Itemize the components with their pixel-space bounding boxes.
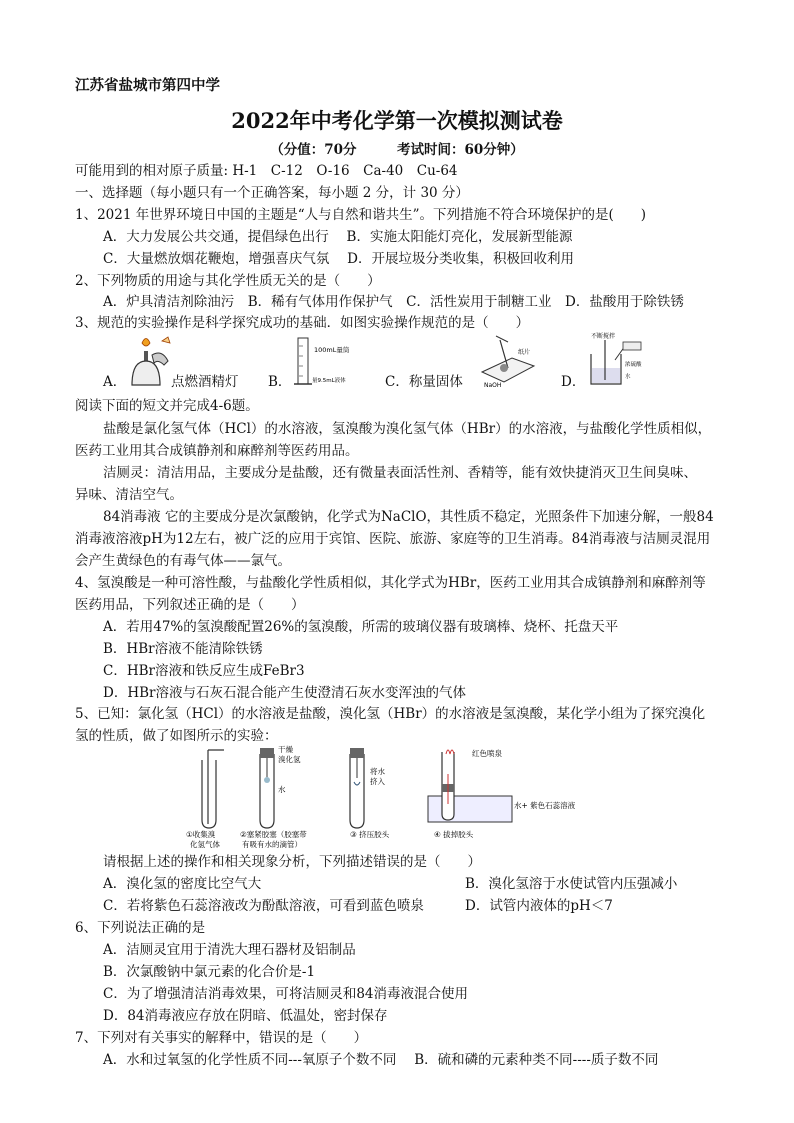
- paper-label: 纸片: [518, 349, 531, 356]
- step1-caption-line2: 化氢气体: [190, 840, 220, 849]
- q1-options-ab: A．大力发展公共交通，提倡绿色出行 B．实施太阳能灯亮化，发展新型能源: [103, 229, 573, 245]
- fountain-label: 红色喷泉: [472, 749, 502, 758]
- water-label: 水: [625, 374, 631, 380]
- exam-subtitle: （分值：70分 考试时间：60分钟）: [270, 142, 524, 158]
- reading-p2-line1: 洁厕灵：清洁用品，主要成分是盐酸，还有微量表面活性剂、香精等，能有效快捷消灭卫生间臭味、: [103, 465, 697, 481]
- stir-label: 不断搅拌: [591, 333, 616, 340]
- q5-option-c: C．若将紫色石蕊溶液改为酚酞溶液，可看到蓝色喷泉: [103, 898, 424, 914]
- reading-p3-line3: 会产生黄绿色的有毒气体——氯气。: [75, 553, 291, 569]
- q1-stem: 1、2021 年世界环境日中国的主题是“人与自然和谐共生”。下列措施不符合环境保护的是( ): [75, 207, 647, 223]
- squeeze-label-line1: 将水: [370, 767, 385, 776]
- litmus-label: 水+ 紫色石蕊溶液: [514, 801, 576, 810]
- step1-caption-line1: ①收集溴: [186, 830, 216, 839]
- cylinder-label: 100mL量筒: [314, 346, 350, 354]
- step2-caption-line1: ②塞紧胶塞（胶塞带: [240, 830, 307, 839]
- step2-tube: [260, 748, 274, 828]
- water-drop-label: 水: [278, 785, 286, 794]
- step4-caption: ④ 拔掉胶头: [434, 830, 474, 839]
- q4-option-d: D．HBr溶液与石灰石混合能产生使澄清石灰水变浑浊的气体: [103, 685, 466, 701]
- reading-p3-line2: 消毒液溶液pH为12左右，被广泛的应用于宾馆、医院、旅游、家庭等的卫生消毒。84消毒液与洁厕灵混用: [75, 531, 711, 547]
- section-heading: 一、选择题（每小题只有一个正确答案，每小题 2 分，计 30 分）: [75, 185, 469, 201]
- step3-caption: ③ 挤压胶头: [350, 830, 390, 839]
- q6-option-b: B．次氯酸钠中氯元素的化合价是-1: [103, 964, 316, 980]
- step3-tube: [350, 748, 364, 828]
- school-name: 江苏省盐城市第四中学: [75, 77, 220, 94]
- q5-question: 请根据上述的操作和相关现象分析，下列描述错误的是（ ）: [103, 854, 481, 870]
- q4-option-c: C．HBr溶液和铁反应生成FeBr3: [103, 663, 305, 679]
- alcohol-lamp-figure: [124, 333, 174, 391]
- dry-hbr-label-line1: 干燥: [278, 745, 293, 754]
- q4-stem-line2: 医药用品，下列叙述正确的是（ ）: [75, 597, 305, 613]
- q2-stem: 2、下列物质的用途与其化学性质无关的是（ ）: [75, 273, 381, 289]
- q4-stem-line1: 4、氢溴酸是一种可溶性酸，与盐酸化学性质相似，其化学式为HBr，医药工业用其合成镇静剂和麻醉剂等: [75, 575, 706, 591]
- q3-option-a-label: A．: [103, 374, 127, 390]
- reading-p3-line1: 84消毒液 它的主要成分是次氯酸钠，化学式为NaClO，其性质不稳定，光照条件下加速分解，一般84: [103, 509, 714, 525]
- q5-stem-line1: 5、已知：氯化氢（HCl）的水溶液是盐酸，溴化氢（HBr）的水溶液是氢溴酸，某化学小组为了探究溴化: [75, 706, 706, 722]
- reading-intro: 阅读下面的短文并完成4-6题。: [75, 398, 259, 414]
- q4-option-b: B．HBr溶液不能清除铁锈: [103, 641, 263, 657]
- atomic-masses: 可能用到的相对原子质量: H-1 C-12 O-16 Ca-40 Cu-64: [75, 163, 458, 179]
- q6-stem: 6、下列说法正确的是: [75, 920, 206, 936]
- reading-p1-line1: 盐酸是氯化氢气体（HCl）的水溶液，氢溴酸为溴化氢气体（HBr）的水溶液，与盐酸化学性质相似，: [103, 421, 712, 437]
- q5-option-d: D．试管内液体的pH＜7: [465, 898, 613, 914]
- q3-stem: 3、规范的实验操作是科学探究成功的基础．如图实验操作规范的是（ ）: [75, 315, 530, 331]
- measuring-cylinder-figure: [290, 336, 370, 388]
- q6-option-a: A．洁厕灵宜用于清洗大理石器材及铝制品: [103, 942, 356, 958]
- q4-option-a: A．若用47%的氢溴酸配置26%的氢溴酸，所需的玻璃仪器有玻璃棒、烧杯、托盘天平: [103, 619, 619, 635]
- q7-options-ab: A．水和过氧氢的化学性质不同---氧原子个数不同 B．硫和磷的元素种类不同----质子数不同: [103, 1052, 659, 1068]
- step2-caption-line2: 有吸有水的滴管）: [242, 840, 302, 849]
- q6-option-c: C．为了增强清洁消毒效果，可将洁厕灵和84消毒液混合使用: [103, 986, 469, 1002]
- q5-option-b: B．溴化氢溶于水使试管内压强减小: [465, 876, 678, 892]
- naoh-label: NaOH: [484, 382, 502, 388]
- squeeze-label-line2: 挤入: [370, 777, 385, 786]
- exam-title: 2022年中考化学第一次模拟测试卷: [231, 108, 563, 133]
- q5-option-a: A．溴化氢的密度比空气大: [103, 876, 262, 892]
- q3-option-a-text: 点燃酒精灯: [171, 374, 239, 390]
- cylinder-volume-label: 量9.5mL液体: [312, 378, 346, 384]
- step1-tube: [202, 750, 224, 828]
- q1-options-cd: C．大量燃放烟花鞭炮，增强喜庆气氛 D．开展垃圾分类收集，积极回收利用: [103, 251, 574, 267]
- step4-apparatus: [428, 750, 512, 822]
- dilution-figure: [583, 332, 658, 388]
- q5-stem-line2: 氢的性质，做了如图所示的实验：: [75, 728, 278, 744]
- q3-option-c: C．称量固体: [385, 374, 463, 390]
- q2-options: A．炉具清洁剂除油污 B．稀有气体用作保护气 C．活性炭用于制糖工业 D．盐酸用于除铁锈: [103, 294, 684, 310]
- reading-p2-line2: 异味、清洁空气。: [75, 487, 183, 503]
- dry-hbr-label-line2: 溴化氢: [278, 755, 301, 764]
- q6-option-d: D．84消毒液应存放在阴暗、低温处，密封保存: [103, 1008, 388, 1024]
- q3-option-b-label: B．: [268, 374, 292, 390]
- q7-stem: 7、下列对有关事实的解释中，错误的是（ ）: [75, 1030, 368, 1046]
- weighing-figure: [478, 332, 538, 388]
- hbr-experiment-figure: [180, 744, 600, 850]
- q3-option-d-label: D．: [561, 374, 586, 390]
- acid-label: 浓硫酸: [625, 362, 642, 368]
- reading-p1-line2: 医药工业用其合成镇静剂和麻醉剂等医药用品。: [75, 443, 359, 459]
